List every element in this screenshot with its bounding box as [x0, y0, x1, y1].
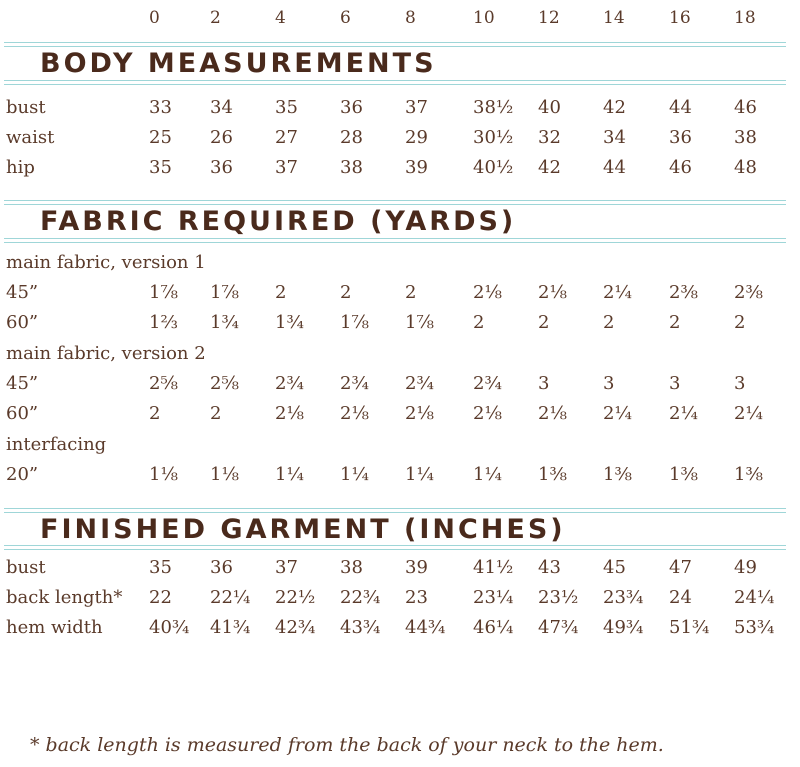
- value-cell: 35: [149, 157, 172, 178]
- value-cell: 49¾: [603, 617, 644, 638]
- table-row: [0, 587, 800, 615]
- value-cell: 46: [734, 97, 757, 118]
- value-cell: 2: [149, 403, 161, 424]
- size-label: 4: [275, 8, 286, 28]
- value-cell: 2¾: [340, 373, 369, 394]
- value-cell: 38: [340, 157, 363, 178]
- value-cell: 3: [669, 373, 681, 394]
- table-row: [0, 157, 800, 185]
- row-label: 60”: [6, 312, 39, 333]
- size-label: 8: [405, 8, 416, 28]
- row-label: bust: [6, 557, 46, 578]
- table-row: [0, 373, 800, 401]
- size-label: 16: [669, 8, 691, 28]
- value-cell: 26: [210, 127, 233, 148]
- value-cell: 1¼: [473, 464, 502, 485]
- value-cell: 2¾: [275, 373, 304, 394]
- value-cell: 41¾: [210, 617, 251, 638]
- value-cell: 3: [603, 373, 615, 394]
- value-cell: 2¼: [603, 282, 632, 303]
- value-cell: 1¼: [405, 464, 434, 485]
- value-cell: 44: [603, 157, 626, 178]
- value-cell: 1⅜: [603, 464, 632, 485]
- value-cell: 40½: [473, 157, 514, 178]
- footnote: * back length is measured from the back of your neck to the hem.: [30, 734, 664, 756]
- value-cell: 2: [734, 312, 746, 333]
- value-cell: 51¾: [669, 617, 710, 638]
- value-cell: 25: [149, 127, 172, 148]
- value-cell: 23½: [538, 587, 579, 608]
- size-label: 0: [149, 8, 160, 28]
- value-cell: 1⅞: [405, 312, 434, 333]
- value-cell: 36: [340, 97, 363, 118]
- table-row: [0, 557, 800, 585]
- value-cell: 1⅔: [149, 312, 178, 333]
- value-cell: 2⅜: [669, 282, 698, 303]
- value-cell: 2⅝: [149, 373, 178, 394]
- value-cell: 43: [538, 557, 561, 578]
- value-cell: 47: [669, 557, 692, 578]
- section-title: BODY MEASUREMENTS: [40, 48, 437, 79]
- value-cell: 2: [405, 282, 417, 303]
- value-cell: 41½: [473, 557, 514, 578]
- value-cell: 43¾: [340, 617, 381, 638]
- value-cell: 2¼: [603, 403, 632, 424]
- section-title: FINISHED GARMENT (INCHES): [40, 514, 566, 545]
- table-row: [0, 464, 800, 492]
- value-cell: 2: [210, 403, 222, 424]
- value-cell: 2: [275, 282, 287, 303]
- value-cell: 2⅛: [538, 403, 567, 424]
- size-header-row: [0, 8, 800, 32]
- value-cell: 36: [210, 157, 233, 178]
- value-cell: 1⅛: [210, 464, 239, 485]
- table-row: [0, 127, 800, 155]
- value-cell: 39: [405, 157, 428, 178]
- value-cell: 2⅝: [210, 373, 239, 394]
- row-label: hip: [6, 157, 35, 178]
- value-cell: 35: [149, 557, 172, 578]
- value-cell: 2⅛: [275, 403, 304, 424]
- value-cell: 32: [538, 127, 561, 148]
- value-cell: 44: [669, 97, 692, 118]
- value-cell: 39: [405, 557, 428, 578]
- value-cell: 2⅛: [340, 403, 369, 424]
- value-cell: 1⅞: [149, 282, 178, 303]
- value-cell: 24¼: [734, 587, 775, 608]
- value-cell: 3: [538, 373, 550, 394]
- value-cell: 38½: [473, 97, 514, 118]
- value-cell: 23: [405, 587, 428, 608]
- value-cell: 23¼: [473, 587, 514, 608]
- value-cell: 2⅛: [538, 282, 567, 303]
- table-row: [0, 617, 800, 645]
- value-cell: 1¼: [275, 464, 304, 485]
- value-cell: 2: [538, 312, 550, 333]
- value-cell: 1⅞: [340, 312, 369, 333]
- section-rule: [4, 238, 786, 243]
- row-label: hem width: [6, 617, 103, 638]
- value-cell: 3: [734, 373, 746, 394]
- value-cell: 37: [275, 157, 298, 178]
- value-cell: 2¾: [405, 373, 434, 394]
- row-label: 45”: [6, 282, 39, 303]
- value-cell: 1⅜: [538, 464, 567, 485]
- value-cell: 27: [275, 127, 298, 148]
- value-cell: 38: [734, 127, 757, 148]
- value-cell: 49: [734, 557, 757, 578]
- value-cell: 40: [538, 97, 561, 118]
- value-cell: 24: [669, 587, 692, 608]
- value-cell: 30½: [473, 127, 514, 148]
- value-cell: 28: [340, 127, 363, 148]
- value-cell: 47¾: [538, 617, 579, 638]
- size-label: 10: [473, 8, 495, 28]
- row-label: 20”: [6, 464, 39, 485]
- value-cell: 1⅞: [210, 282, 239, 303]
- section-title: FABRIC REQUIRED (YARDS): [40, 206, 517, 237]
- value-cell: 37: [275, 557, 298, 578]
- value-cell: 46¼: [473, 617, 514, 638]
- group-subhead: interfacing: [6, 434, 107, 455]
- table-row: [0, 282, 800, 310]
- section-rule: [4, 508, 786, 513]
- value-cell: 42¾: [275, 617, 316, 638]
- value-cell: 2: [669, 312, 681, 333]
- value-cell: 44¾: [405, 617, 446, 638]
- row-label: 45”: [6, 373, 39, 394]
- value-cell: 36: [669, 127, 692, 148]
- value-cell: 2: [340, 282, 352, 303]
- value-cell: 29: [405, 127, 428, 148]
- value-cell: 22½: [275, 587, 316, 608]
- size-label: 2: [210, 8, 221, 28]
- value-cell: 45: [603, 557, 626, 578]
- value-cell: 48: [734, 157, 757, 178]
- value-cell: 2⅜: [734, 282, 763, 303]
- value-cell: 34: [603, 127, 626, 148]
- section-rule: [4, 42, 786, 47]
- value-cell: 22¼: [210, 587, 251, 608]
- value-cell: 2⅛: [473, 403, 502, 424]
- section-rule: [4, 80, 786, 85]
- group-subhead: main fabric, version 1: [6, 252, 206, 273]
- size-label: 18: [734, 8, 756, 28]
- value-cell: 42: [603, 97, 626, 118]
- value-cell: 22¾: [340, 587, 381, 608]
- table-row: [0, 97, 800, 125]
- section-rule: [4, 200, 786, 205]
- value-cell: 1¼: [340, 464, 369, 485]
- value-cell: 2⅛: [473, 282, 502, 303]
- value-cell: 38: [340, 557, 363, 578]
- value-cell: 42: [538, 157, 561, 178]
- value-cell: 1⅜: [734, 464, 763, 485]
- value-cell: 2¼: [669, 403, 698, 424]
- value-cell: 1¾: [275, 312, 304, 333]
- size-label: 12: [538, 8, 560, 28]
- group-subhead: main fabric, version 2: [6, 343, 206, 364]
- value-cell: 53¾: [734, 617, 775, 638]
- row-label: back length*: [6, 587, 123, 608]
- value-cell: 22: [149, 587, 172, 608]
- value-cell: 35: [275, 97, 298, 118]
- row-label: bust: [6, 97, 46, 118]
- value-cell: 36: [210, 557, 233, 578]
- row-label: 60”: [6, 403, 39, 424]
- table-row: [0, 403, 800, 431]
- value-cell: 2: [603, 312, 615, 333]
- value-cell: 2¼: [734, 403, 763, 424]
- value-cell: 2⅛: [405, 403, 434, 424]
- value-cell: 33: [149, 97, 172, 118]
- value-cell: 40¾: [149, 617, 190, 638]
- size-label: 6: [340, 8, 351, 28]
- table-row: [0, 312, 800, 340]
- value-cell: 37: [405, 97, 428, 118]
- value-cell: 2¾: [473, 373, 502, 394]
- value-cell: 34: [210, 97, 233, 118]
- value-cell: 23¾: [603, 587, 644, 608]
- value-cell: 2: [473, 312, 485, 333]
- row-label: waist: [6, 127, 55, 148]
- value-cell: 1⅛: [149, 464, 178, 485]
- value-cell: 1¾: [210, 312, 239, 333]
- value-cell: 1⅜: [669, 464, 698, 485]
- value-cell: 46: [669, 157, 692, 178]
- section-rule: [4, 545, 786, 550]
- size-label: 14: [603, 8, 625, 28]
